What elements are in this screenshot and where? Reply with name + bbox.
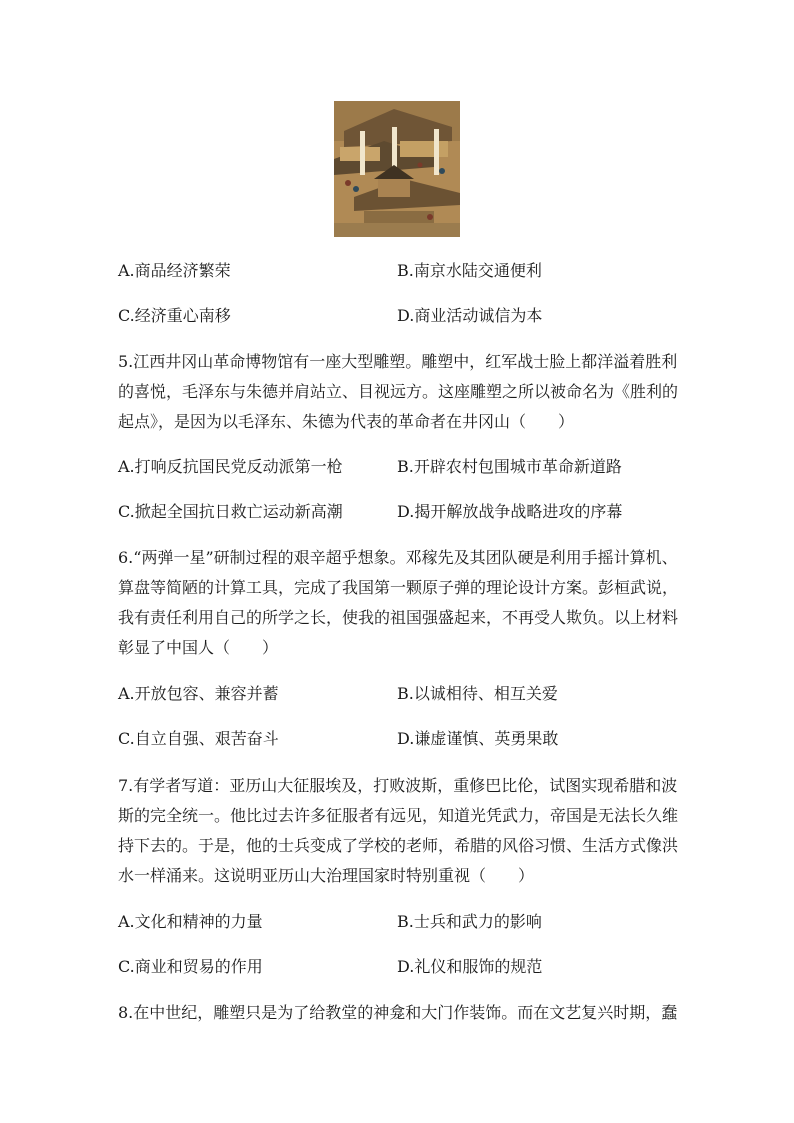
- q5-option-c: C.掀起全国抗日救亡运动新高潮: [118, 502, 343, 521]
- q6-stem-line: 6.“两弹一星”研制过程的艰辛超乎想象。邓稼先及其团队硬是利用手摇计算机、: [118, 548, 678, 567]
- q6-stem-line: 彰显了中国人（ ）: [118, 638, 279, 657]
- q7-stem-line: 持下去的。于是，他的士兵变成了学校的老师，希腊的风俗习惯、生活方式像洪: [118, 836, 679, 855]
- q7-option-a: A.文化和精神的力量: [118, 912, 263, 931]
- q5-option-a: A.打响反抗国民党反动派第一枪: [118, 457, 343, 476]
- q6-stem: [118, 543, 678, 663]
- q7-stem: [118, 771, 678, 891]
- q6-option-b: B.以诚相待、相互关爱: [397, 684, 558, 703]
- q6-stem-line: 算盘等简陋的计算工具，完成了我国第一颗原子弹的理论设计方案。彭桓武说，: [118, 578, 679, 597]
- q5-option-d: D.揭开解放战争战略进攻的序幕: [397, 502, 623, 521]
- q7-stem-line: 斯的完全统一。他比过去许多征服者有远见，知道光凭武力，帝国是无法长久维: [118, 806, 679, 825]
- q7-stem-line: 7.有学者写道：亚历山大征服埃及，打败波斯，重修巴比伦，试图实现希腊和波: [118, 776, 678, 795]
- q6-option-a: A.开放包容、兼容并蓄: [118, 684, 279, 703]
- q6-option-c: C.自立自强、艰苦奋斗: [118, 729, 279, 748]
- q7-option-b: B.士兵和武力的影响: [397, 912, 542, 931]
- q5-option-b: B.开辟农村包围城市革命新道路: [397, 457, 622, 476]
- q4-option-d: D.商业活动诚信为本: [397, 306, 543, 325]
- q5-stem-line: 5.江西井冈山革命博物馆有一座大型雕塑。雕塑中，红军战士脸上都洋溢着胜利: [118, 352, 678, 371]
- q5-stem-line: 的喜悦，毛泽东与朱德并肩站立、目视远方。这座雕塑之所以被命名为《胜利的: [118, 382, 679, 401]
- painting-illustration: [334, 101, 460, 237]
- historical-painting-image: [334, 101, 460, 237]
- q7-option-d: D.礼仪和服饰的规范: [397, 957, 543, 976]
- q6-stem-line: 我有责任利用自己的所学之长，使我的祖国强盛起来，不再受人欺负。以上材料: [118, 608, 679, 627]
- q7-option-c: C.商业和贸易的作用: [118, 957, 263, 976]
- q5-stem: [118, 347, 678, 437]
- q8-stem-line: 8.在中世纪，雕塑只是为了给教堂的神龛和大门作装饰。而在文艺复兴时期，蠢: [118, 1003, 678, 1022]
- q8-stem: [118, 998, 678, 1028]
- q4-option-c: C.经济重心南移: [118, 306, 231, 325]
- q6-option-d: D.谦虚谨慎、英勇果敢: [397, 729, 559, 748]
- q5-stem-line: 起点》，是因为以毛泽东、朱德为代表的革命者在井冈山（ ）: [118, 412, 575, 431]
- q4-option-b: B.南京水陆交通便利: [397, 261, 542, 280]
- q7-stem-line: 水一样涌来。这说明亚历山大治理国家时特别重视（ ）: [118, 866, 535, 885]
- q4-option-a: A.商品经济繁荣: [118, 261, 231, 280]
